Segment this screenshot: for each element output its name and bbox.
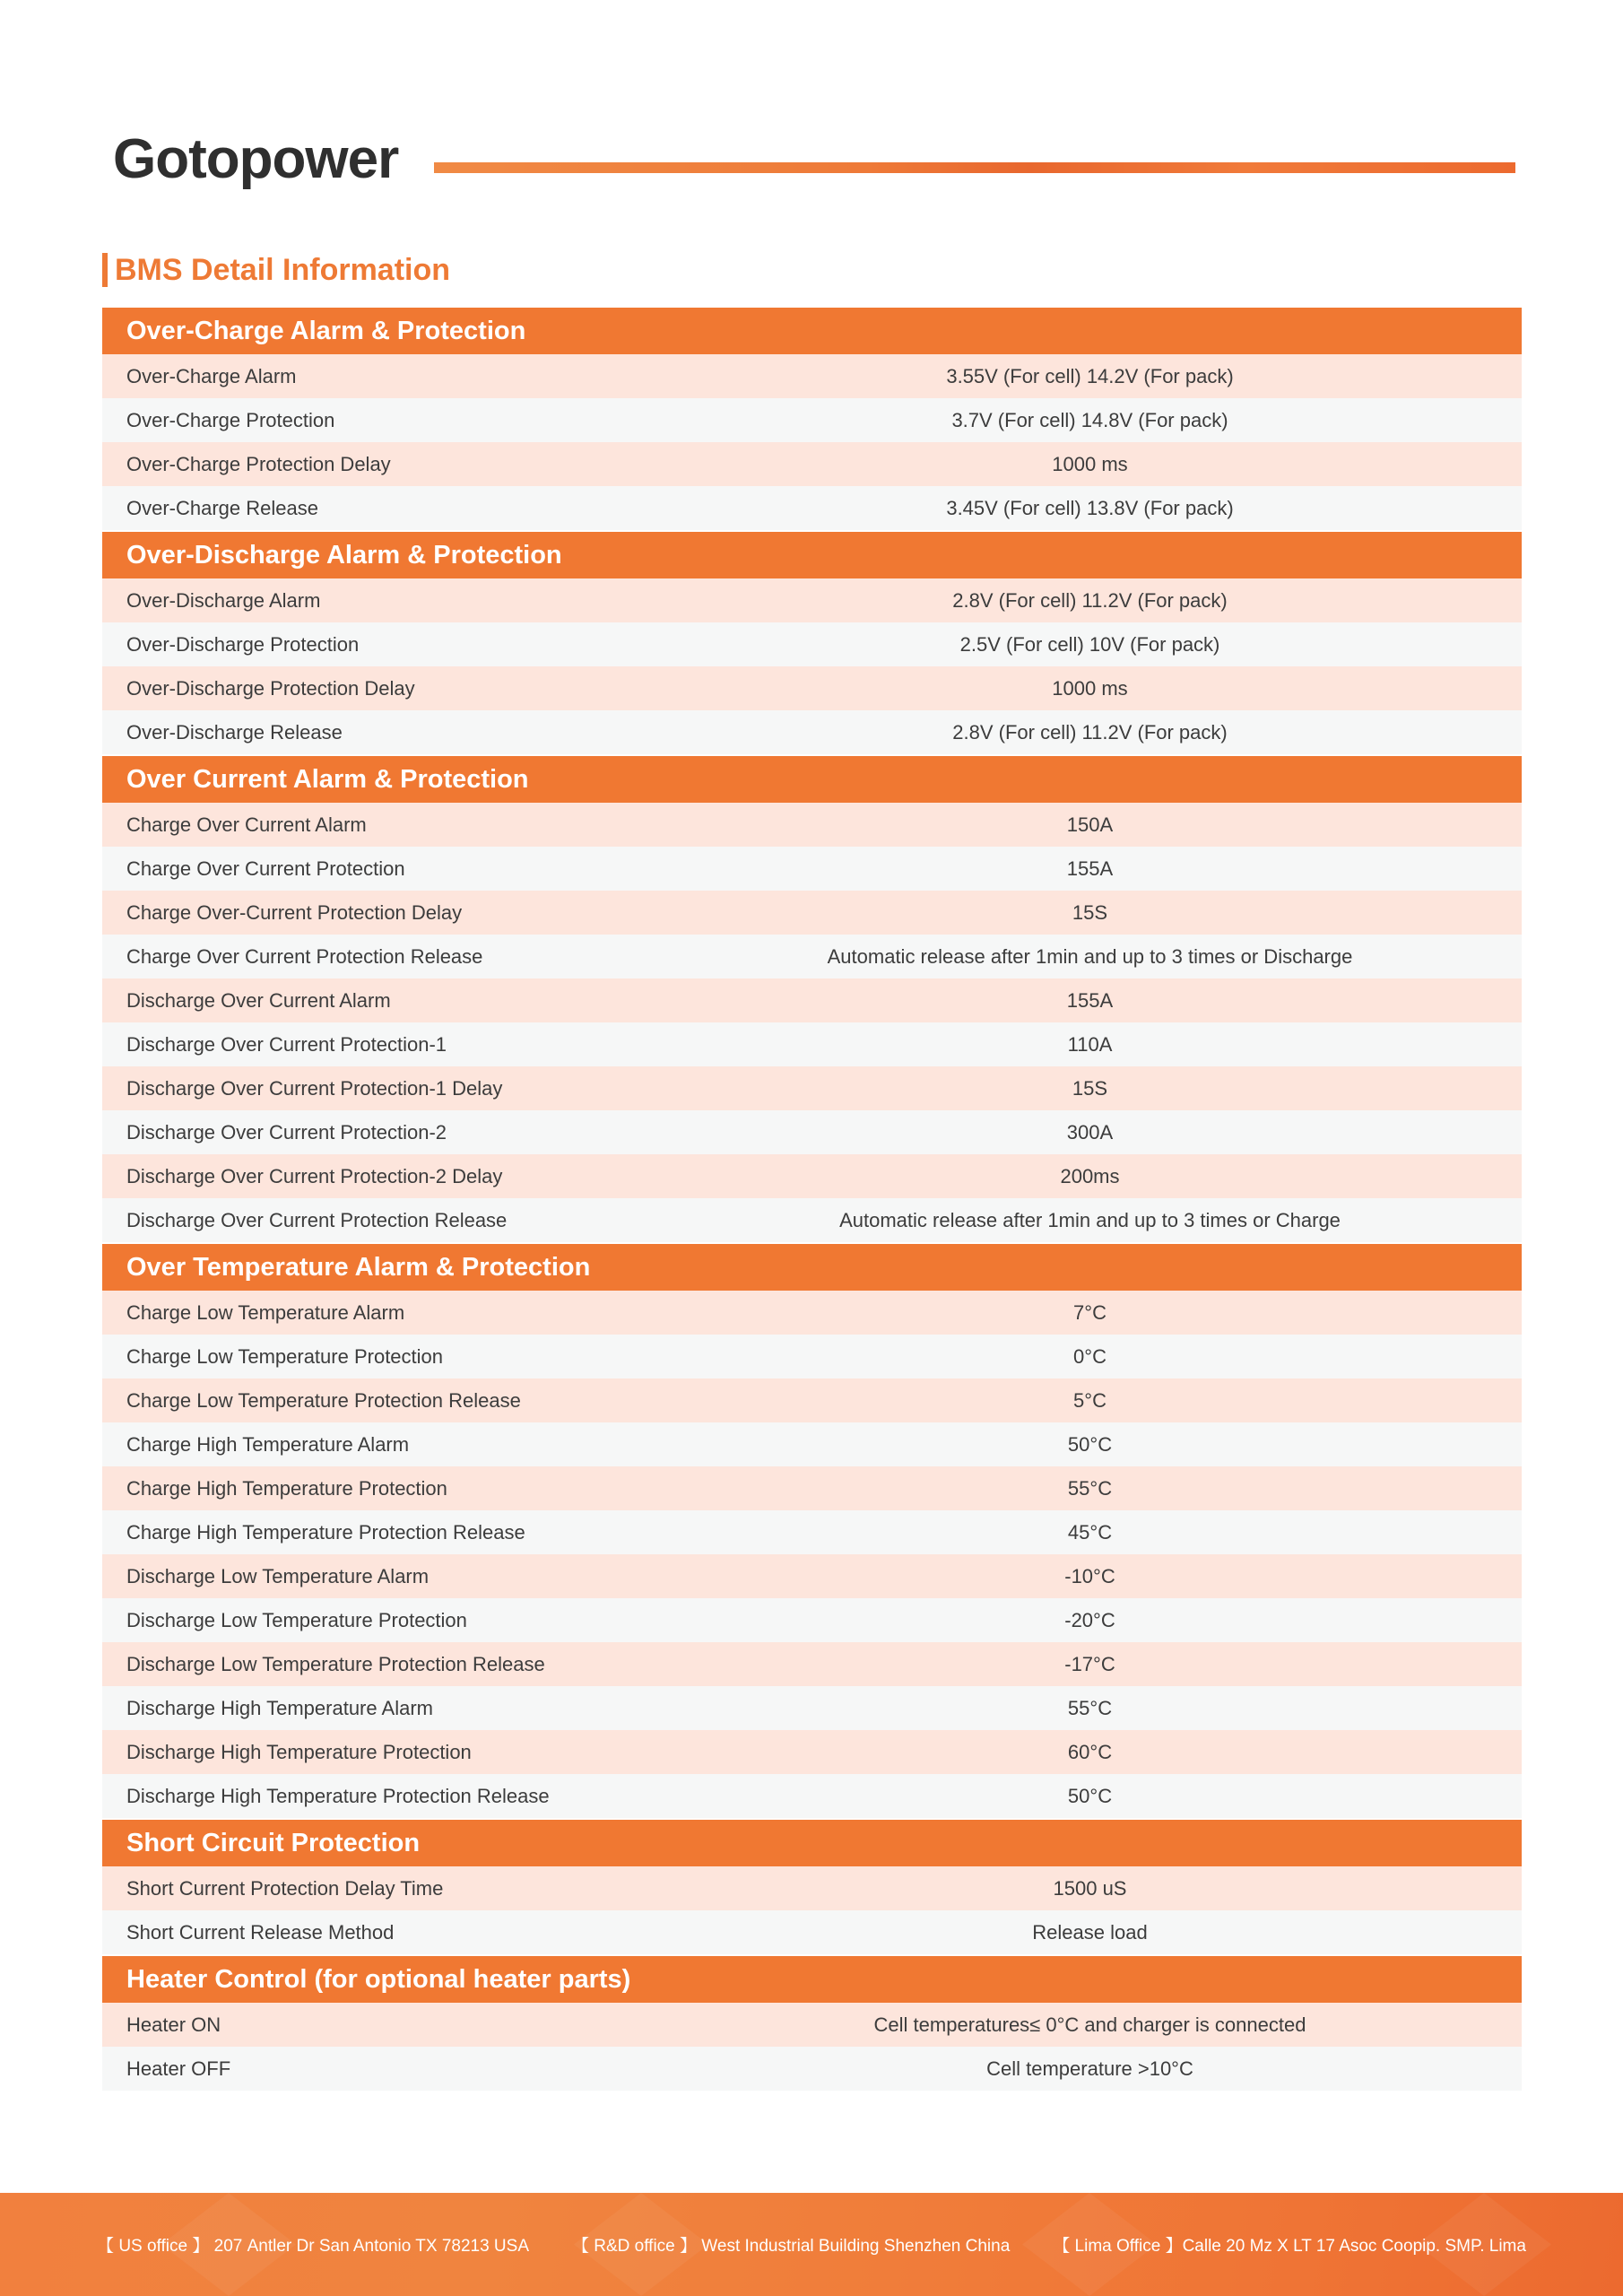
table-row bbox=[102, 1910, 1522, 1954]
section-header: Over Current Alarm & Protection bbox=[102, 756, 1522, 803]
parameter-label: Short Current Protection Delay Time bbox=[126, 1877, 444, 1900]
parameter-value: -10°C bbox=[1064, 1565, 1115, 1587]
table-row bbox=[102, 1291, 1522, 1335]
parameter-label: Discharge Over Current Protection Release bbox=[126, 1209, 508, 1231]
section-header: Over-Discharge Alarm & Protection bbox=[102, 532, 1522, 578]
parameter-value: 3.55V (For cell) 14.2V (For pack) bbox=[946, 365, 1234, 387]
parameter-value: 15S bbox=[1072, 901, 1108, 924]
parameter-label: Over-Discharge Protection bbox=[126, 633, 360, 656]
parameter-label: Discharge Low Temperature Protection bbox=[126, 1609, 467, 1631]
parameter-label: Over-Discharge Alarm bbox=[126, 589, 321, 612]
table-row bbox=[102, 486, 1522, 530]
parameter-label: Heater ON bbox=[126, 2013, 221, 2036]
parameter-value: 60°C bbox=[1067, 1741, 1113, 1763]
parameter-value: 155A bbox=[1066, 989, 1114, 1012]
header-divider bbox=[434, 162, 1515, 173]
table-row bbox=[102, 1335, 1522, 1378]
parameter-value: 3.45V (For cell) 13.8V (For pack) bbox=[946, 497, 1234, 519]
parameter-value: 55°C bbox=[1067, 1697, 1113, 1719]
table-row bbox=[102, 398, 1522, 442]
parameter-value: -20°C bbox=[1064, 1609, 1115, 1631]
parameter-value: 110A bbox=[1067, 1033, 1113, 1056]
page-title-text: BMS Detail Information bbox=[115, 253, 451, 287]
section-header: Over Temperature Alarm & Protection bbox=[102, 1244, 1522, 1291]
table-row bbox=[102, 1154, 1522, 1198]
table-row bbox=[102, 1022, 1522, 1066]
parameter-label: Discharge High Temperature Alarm bbox=[126, 1697, 433, 1719]
page-title bbox=[102, 251, 450, 289]
parameter-label: Discharge Over Current Protection-1 bbox=[126, 1033, 447, 1056]
parameter-label: Over-Charge Release bbox=[126, 497, 318, 519]
parameter-value: 3.7V (For cell) 14.8V (For pack) bbox=[951, 409, 1228, 431]
lima-office-address: 【 Lima Office 】Calle 20 Mz X LT 17 Asoc Coopip. SMP. Lima bbox=[1053, 2237, 1526, 2256]
table-row bbox=[102, 354, 1522, 398]
table-row bbox=[102, 1110, 1522, 1154]
table-row bbox=[102, 1598, 1522, 1642]
parameter-value: 300A bbox=[1066, 1121, 1114, 1144]
parameter-label: Charge Low Temperature Protection bbox=[126, 1345, 444, 1368]
table-row bbox=[102, 2047, 1522, 2091]
table-row bbox=[102, 1066, 1522, 1110]
parameter-label: Charge Over Current Alarm bbox=[126, 813, 367, 836]
office-addresses bbox=[0, 2193, 1623, 2296]
parameter-value: Cell temperatures≤ 0°C and charger is connected bbox=[873, 2013, 1306, 2036]
parameter-label: Over-Charge Protection bbox=[126, 409, 335, 431]
us-office-address: 【 US office 】 207 Antler Dr San Antonio TX 78213 USA bbox=[97, 2237, 529, 2256]
parameter-label: Discharge Over Current Protection-2 Delay bbox=[126, 1165, 503, 1187]
parameter-value: 5°C bbox=[1073, 1389, 1107, 1412]
table-row bbox=[102, 891, 1522, 935]
parameter-label: Charge High Temperature Protection Release bbox=[126, 1521, 525, 1544]
parameter-value: 200ms bbox=[1060, 1165, 1120, 1187]
parameter-value: 0°C bbox=[1073, 1345, 1107, 1368]
parameter-value: 50°C bbox=[1067, 1433, 1113, 1456]
table-row bbox=[102, 666, 1522, 710]
parameter-value: 15S bbox=[1072, 1077, 1108, 1100]
table-row bbox=[102, 1642, 1522, 1686]
title-accent-bar bbox=[102, 253, 108, 287]
parameter-label: Charge Over Current Protection bbox=[126, 857, 405, 880]
parameter-label: Discharge Over Current Protection-1 Delay bbox=[126, 1077, 503, 1100]
parameter-label: Discharge High Temperature Protection bbox=[126, 1741, 472, 1763]
parameter-value: 155A bbox=[1066, 857, 1114, 880]
table-row bbox=[102, 1378, 1522, 1422]
parameter-label: Over-Discharge Protection Delay bbox=[126, 677, 415, 700]
table-row bbox=[102, 1866, 1522, 1910]
section-header: Heater Control (for optional heater parts) bbox=[102, 1956, 1522, 2003]
table-row bbox=[102, 978, 1522, 1022]
parameter-value: 7°C bbox=[1073, 1301, 1107, 1324]
parameter-label: Discharge Over Current Protection-2 bbox=[126, 1121, 447, 1144]
parameter-label: Heater OFF bbox=[126, 2057, 231, 2080]
parameter-label: Discharge Low Temperature Alarm bbox=[126, 1565, 430, 1587]
parameter-label: Over-Charge Alarm bbox=[126, 365, 297, 387]
table-row bbox=[102, 1466, 1522, 1510]
table-row bbox=[102, 847, 1522, 891]
parameter-value: -17°C bbox=[1064, 1653, 1115, 1675]
footer bbox=[0, 2193, 1623, 2296]
parameter-label: Charge Over-Current Protection Delay bbox=[126, 901, 463, 924]
parameter-value: 1000 ms bbox=[1052, 453, 1128, 475]
bms-spec-table bbox=[102, 308, 1522, 2091]
parameter-value: Automatic release after 1min and up to 3 times or Discharge bbox=[827, 945, 1353, 968]
table-row bbox=[102, 622, 1522, 666]
parameter-value: Automatic release after 1min and up to 3 times or Charge bbox=[839, 1209, 1341, 1231]
section-header: Over-Charge Alarm & Protection bbox=[102, 308, 1522, 354]
parameter-value: 45°C bbox=[1067, 1521, 1113, 1544]
parameter-label: Discharge Low Temperature Protection Release bbox=[126, 1653, 545, 1675]
parameter-value: 150A bbox=[1066, 813, 1114, 836]
parameter-value: 2.5V (For cell) 10V (For pack) bbox=[959, 633, 1220, 656]
parameter-label: Discharge Over Current Alarm bbox=[126, 989, 391, 1012]
table-row bbox=[102, 1730, 1522, 1774]
parameter-value: Cell temperature >10°C bbox=[986, 2057, 1193, 2080]
parameter-label: Short Current Release Method bbox=[126, 1921, 395, 1944]
parameter-label: Over-Discharge Release bbox=[126, 721, 343, 744]
table-row bbox=[102, 710, 1522, 754]
brand-logo: Gotopower bbox=[113, 128, 399, 190]
section-header: Short Circuit Protection bbox=[102, 1820, 1522, 1866]
parameter-value: 50°C bbox=[1067, 1785, 1113, 1807]
parameter-value: 1000 ms bbox=[1052, 677, 1128, 700]
table-row bbox=[102, 1774, 1522, 1818]
parameter-label: Charge Low Temperature Alarm bbox=[126, 1301, 405, 1324]
parameter-value: Release load bbox=[1032, 1921, 1148, 1944]
table-row bbox=[102, 1422, 1522, 1466]
table-row bbox=[102, 578, 1522, 622]
parameter-label: Discharge High Temperature Protection Release bbox=[126, 1785, 550, 1807]
parameter-label: Charge Low Temperature Protection Release bbox=[126, 1389, 521, 1412]
parameter-label: Over-Charge Protection Delay bbox=[126, 453, 391, 475]
table-row bbox=[102, 1510, 1522, 1554]
parameter-value: 2.8V (For cell) 11.2V (For pack) bbox=[952, 721, 1228, 744]
table-row bbox=[102, 935, 1522, 978]
parameter-value: 1500 uS bbox=[1053, 1877, 1127, 1900]
table-row bbox=[102, 1554, 1522, 1598]
parameter-value: 55°C bbox=[1067, 1477, 1113, 1500]
parameter-label: Charge High Temperature Alarm bbox=[126, 1433, 410, 1456]
parameter-value: 2.8V (For cell) 11.2V (For pack) bbox=[952, 589, 1228, 612]
table-row bbox=[102, 803, 1522, 847]
table-row bbox=[102, 442, 1522, 486]
parameter-label: Charge High Temperature Protection bbox=[126, 1477, 447, 1500]
table-row bbox=[102, 1198, 1522, 1242]
parameter-label: Charge Over Current Protection Release bbox=[126, 945, 483, 968]
table-row bbox=[102, 2003, 1522, 2047]
table-row bbox=[102, 1686, 1522, 1730]
rd-office-address: 【 R&D office 】 West Industrial Building Shenzhen China bbox=[572, 2237, 1011, 2256]
